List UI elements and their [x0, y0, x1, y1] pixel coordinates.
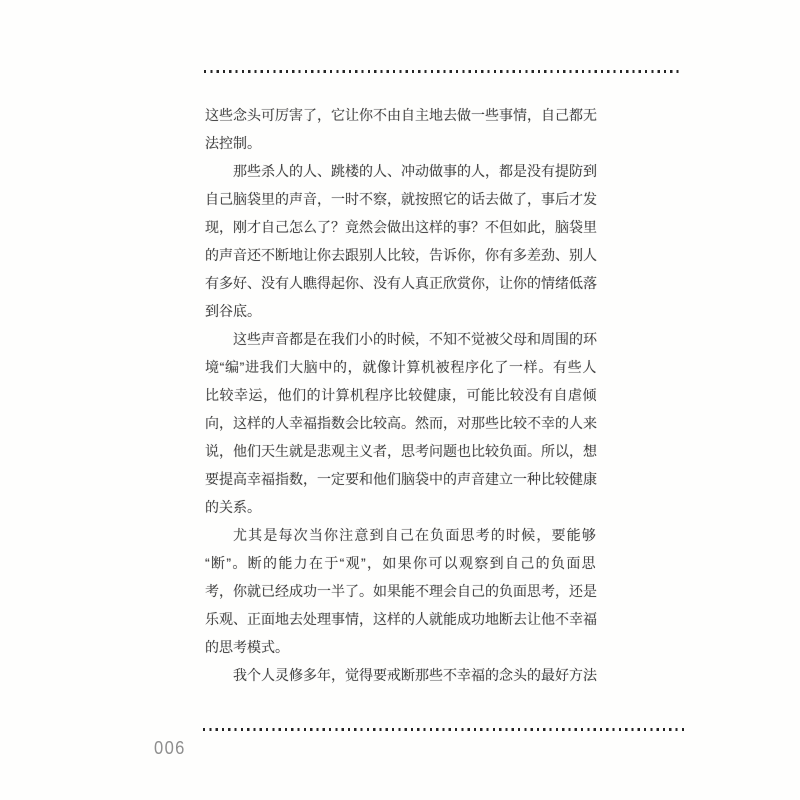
text-line: 自己脑袋里的声音，一时不察，就按照它的话去做了，事后才发 [205, 191, 597, 207]
text-line: 这些声音都是在我们小的时候，不知不觉被父母和周围的环 [233, 331, 597, 347]
text-line: 有多好、没有人瞧得起你、没有人真正欣赏你，让你的情绪低落 [205, 275, 597, 291]
text-line: “断”。断的能力在于“观”，如果你可以观察到自己的负面思 [205, 555, 597, 571]
text-line: 向，这样的人幸福指数会比较高。然而，对那些比较不幸的人来 [205, 415, 597, 431]
text-line: 我个人灵修多年，觉得要戒断那些不幸福的念头的最好方法 [233, 667, 597, 683]
text-line: 尤其是每次当你注意到自己在负面思考的时候，要能够 [233, 527, 597, 543]
text-line: 比较幸运，他们的计算机程序比较健康，可能比较没有自虐倾 [205, 387, 597, 403]
text-line: 的关系。 [205, 499, 261, 515]
text-line: 的思考模式。 [205, 639, 289, 655]
text-line: 乐观、正面地去处理事情，这样的人就能成功地断去让他不幸福 [205, 611, 597, 627]
text-line: 那些杀人的人、跳楼的人、冲动做事的人，都是没有提防到 [233, 163, 597, 179]
dotted-separator-top [204, 70, 682, 73]
dotted-separator-bottom [203, 728, 684, 731]
text-line: 说，他们天生就是悲观主义者，思考问题也比较负面。所以，想 [205, 443, 597, 459]
body-text [205, 101, 597, 689]
text-line: 法控制。 [205, 135, 261, 151]
text-line: 这些念头可厉害了，它让你不由自主地去做一些事情，自己都无 [205, 107, 597, 123]
text-line: 到谷底。 [205, 303, 261, 319]
text-line: 考，你就已经成功一半了。如果能不理会自己的负面思考，还是 [205, 583, 597, 599]
page-number: 006 [154, 738, 186, 758]
text-line: 现，刚才自己怎么了？竟然会做出这样的事？不但如此，脑袋里 [205, 219, 597, 235]
text-line: 要提高幸福指数，一定要和他们脑袋中的声音建立一种比较健康 [205, 471, 597, 487]
text-line: 境“编”进我们大脑中的，就像计算机被程序化了一样。有些人 [205, 359, 597, 375]
text-line: 的声音还不断地让你去跟别人比较，告诉你，你有多差劲、别人 [205, 247, 597, 263]
